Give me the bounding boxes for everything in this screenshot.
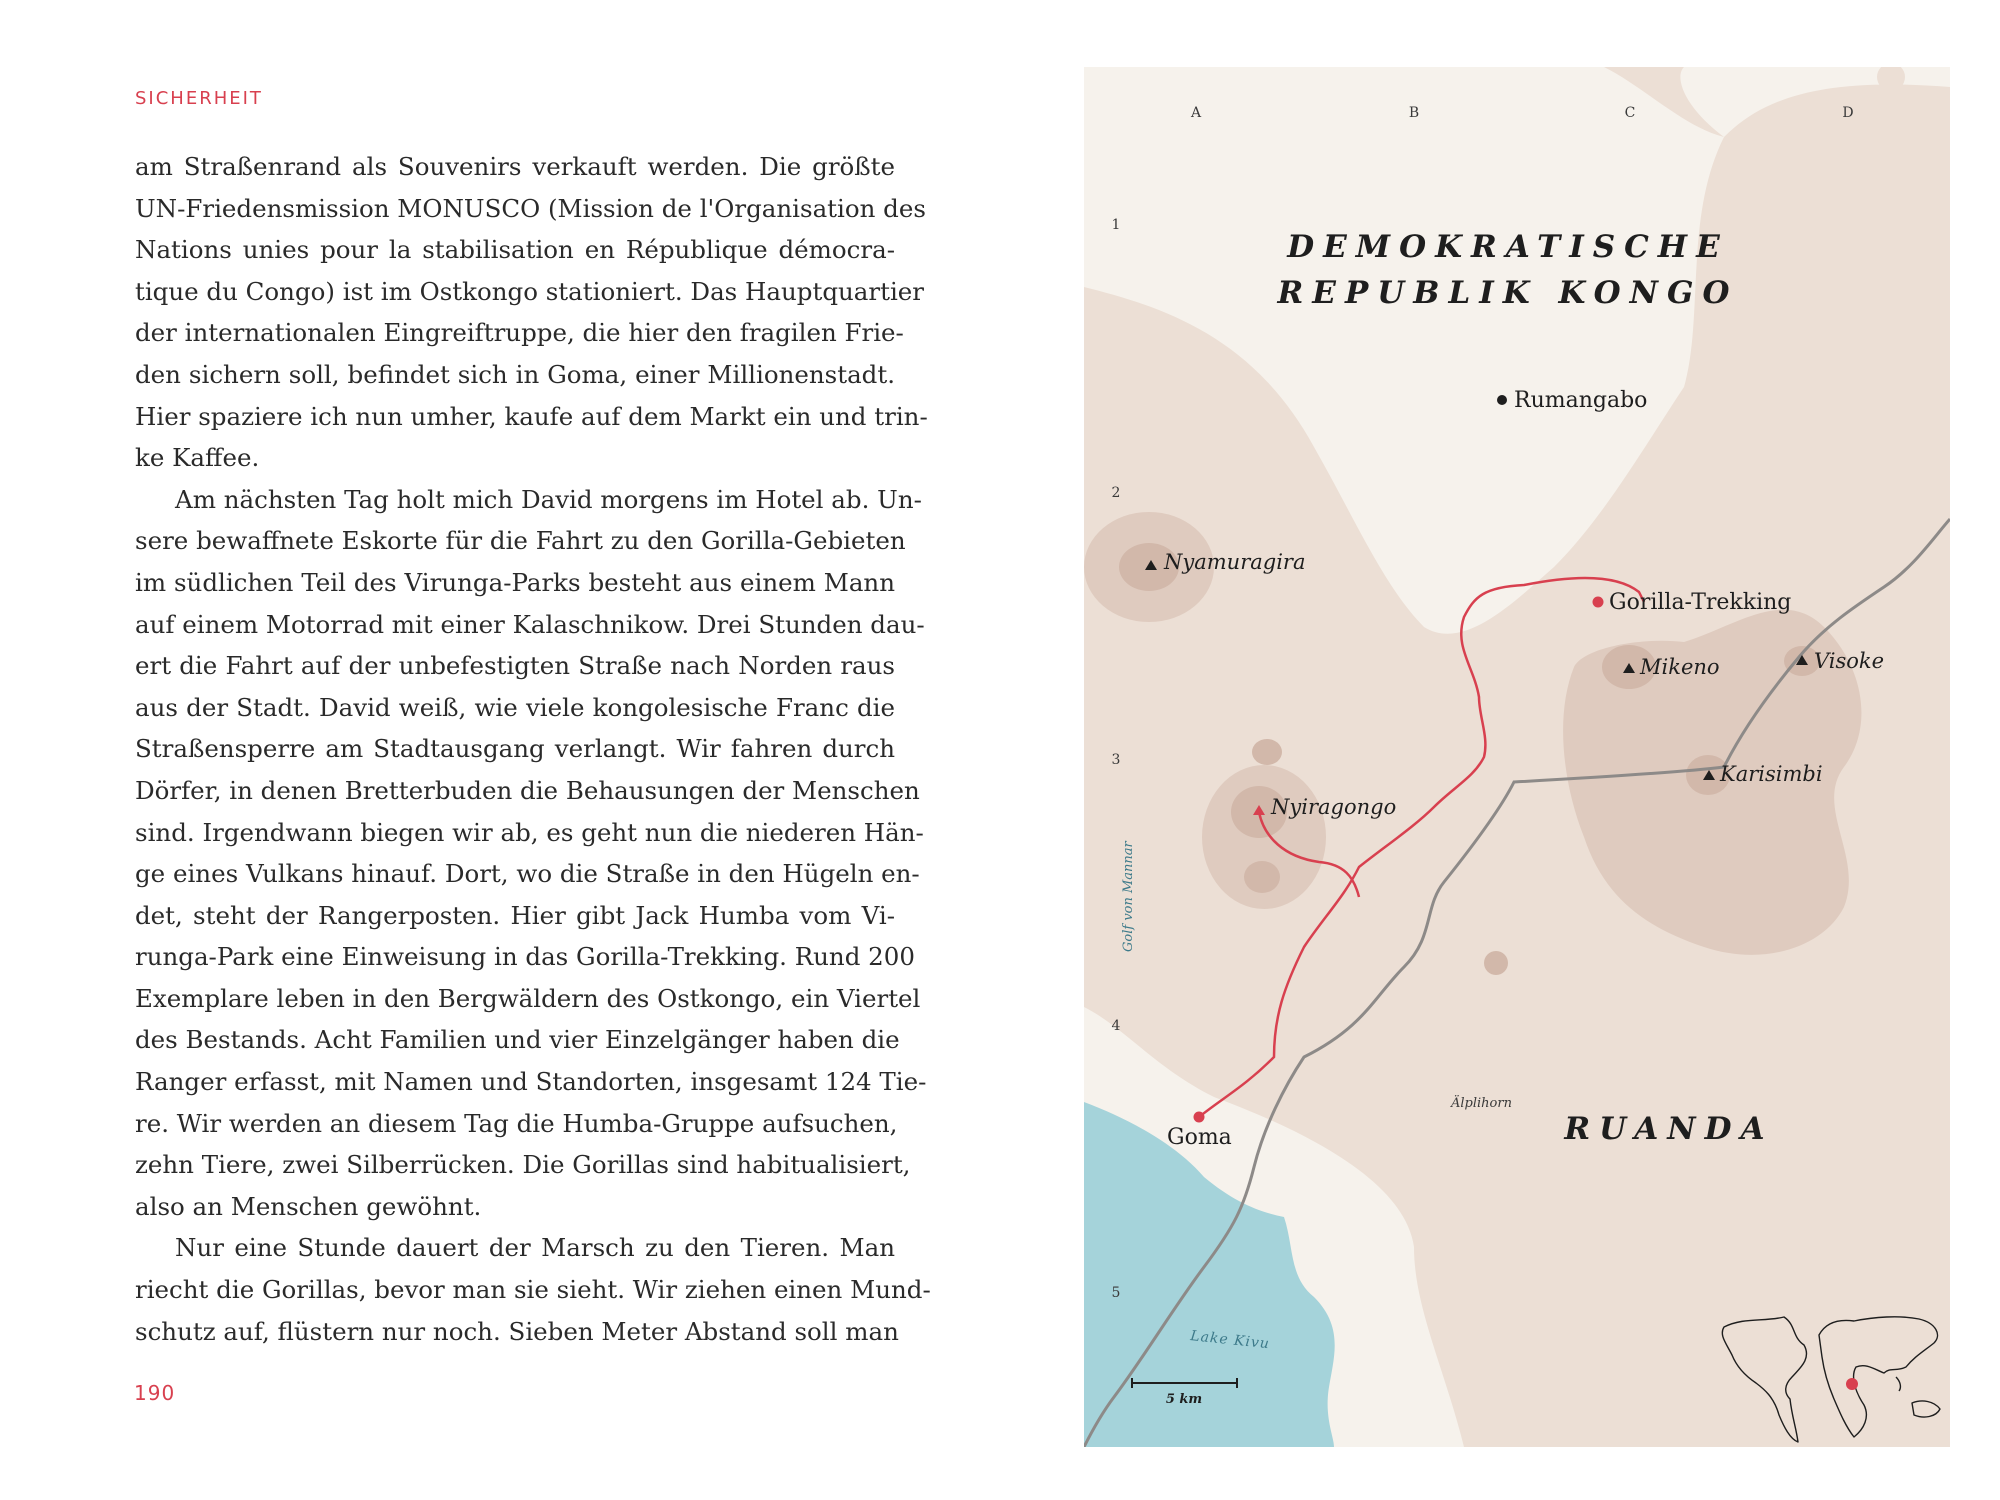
country-label-drc-line2: REPUBLIK KONGO — [1277, 275, 1739, 311]
grid-row-4: 4 — [1111, 1018, 1121, 1034]
label-nyamuragira: Nyamuragira — [1164, 550, 1306, 574]
terrain-small-hill — [1484, 951, 1508, 975]
text-line: Dörfer, in denen Bretterbuden die Behausungen der Menschen — [135, 775, 920, 805]
page-number: 190 — [134, 1381, 176, 1405]
text-line: Nations unies pour la stabilisation en République démocra- — [135, 235, 895, 265]
text-line: sind. Irgendwann biegen wir ab, es geht nun die niederen Hän- — [135, 817, 924, 847]
text-line: ge eines Vulkans hinauf. Dort, wo die Straße in den Hügeln en- — [135, 859, 920, 889]
text-line: im südlichen Teil des Virunga-Parks besteht aus einem Mann — [135, 567, 895, 597]
text-line: schutz auf, flüstern nur noch. Sieben Meter Abstand soll man — [135, 1316, 899, 1346]
gorilla-trekking-dot — [1593, 597, 1604, 608]
grid-row-5: 5 — [1111, 1285, 1121, 1301]
terrain-cone-1 — [1252, 739, 1282, 765]
country-label-drc-line1: DEMOKRATISCHE — [1287, 229, 1729, 265]
scale-bar-label: 5 km — [1165, 1392, 1203, 1407]
text-line: ert die Fahrt auf der unbefestigten Straße nach Norden raus — [135, 651, 895, 681]
text-line: des Bestands. Acht Familien und vier Einzelgänger haben die — [135, 1025, 900, 1055]
text-line: riecht die Gorillas, bevor man sie sieht. Wir ziehen einen Mund- — [135, 1275, 931, 1305]
text-line: Hier spaziere ich nun umher, kaufe auf dem Markt ein und trin- — [135, 401, 928, 431]
text-line: auf einem Motorrad mit einer Kalaschnikow. Drei Stunden dau- — [135, 609, 925, 639]
label-karisimbi: Karisimbi — [1720, 762, 1823, 786]
text-line: aus der Stadt. David weiß, wie viele kongolesische Franc die — [135, 692, 895, 722]
text-line: det, steht der Rangerposten. Hier gibt Jack Humba vom Vi- — [135, 900, 895, 930]
grid-col-d: D — [1842, 105, 1854, 121]
label-nyiragongo: Nyiragongo — [1271, 795, 1397, 819]
text-line: UN-Friedensmission MONUSCO (Mission de l'Organisation des — [135, 193, 926, 223]
goma-dot — [1194, 1112, 1205, 1123]
label-goma: Goma — [1167, 1125, 1232, 1150]
label-visoke: Visoke — [1814, 649, 1885, 673]
label-lake-kivu: Lake Kivu — [1189, 1328, 1271, 1353]
left-page — [0, 0, 960, 1500]
grid-col-b: B — [1408, 105, 1420, 121]
label-alplihorn: Älplihorn — [1451, 1096, 1512, 1111]
text-line: runga-Park eine Einweisung in das Gorilla-Trekking. Rund 200 — [135, 942, 915, 972]
text-line: sere bewaffnete Eskorte für die Fahrt zu den Gorilla-Gebieten — [135, 526, 906, 556]
label-gorilla-trekking: Gorilla-Trekking — [1609, 590, 1792, 615]
rumangabo-dot — [1497, 395, 1507, 405]
text-line: zehn Tiere, zwei Silberrücken. Die Gorillas sind habitualisiert, — [135, 1150, 911, 1180]
world-inset-location-dot — [1846, 1378, 1858, 1390]
text-line: Nur eine Stunde dauert der Marsch zu den Tieren. Man — [175, 1233, 895, 1263]
grid-col-c: C — [1624, 105, 1636, 121]
text-line: tique du Congo) ist im Ostkongo stationiert. Das Hauptquartier — [135, 276, 925, 306]
body-text — [135, 146, 931, 1352]
map-panel — [1084, 67, 1950, 1447]
text-line: Am nächsten Tag holt mich David morgens im Hotel ab. Un- — [175, 484, 922, 514]
grid-col-a: A — [1190, 105, 1202, 121]
text-line: ke Kaffee. — [135, 443, 260, 473]
label-rumangabo: Rumangabo — [1514, 388, 1648, 413]
grid-row-2: 2 — [1111, 485, 1121, 501]
terrain-cone-2 — [1244, 861, 1280, 893]
text-line: am Straßenrand als Souvenirs verkauft werden. Die größte — [135, 152, 895, 181]
country-label-rwanda: RUANDA — [1564, 1111, 1774, 1147]
text-line: Straßensperre am Stadtausgang verlangt. Wir fahren durch — [135, 734, 895, 764]
text-line: also an Menschen gewöhnt. — [135, 1191, 482, 1221]
map-svg — [1084, 67, 1950, 1447]
text-line: der internationalen Eingreiftruppe, die hier den fragilen Frie- — [135, 318, 904, 348]
section-heading: SICHERHEIT — [135, 88, 263, 109]
text-line: re. Wir werden an diesem Tag die Humba-Gruppe aufsuchen, — [135, 1108, 898, 1138]
grid-row-1: 1 — [1111, 217, 1121, 233]
label-gulf: Golf von Mannar — [1121, 841, 1136, 952]
grid-row-3: 3 — [1111, 752, 1121, 768]
text-line: Ranger erfasst, mit Namen und Standorten, insgesamt 124 Tie- — [135, 1067, 927, 1097]
label-mikeno: Mikeno — [1640, 655, 1720, 679]
text-line: Exemplare leben in den Bergwäldern des Ostkongo, ein Viertel — [135, 983, 921, 1013]
text-line: den sichern soll, befindet sich in Goma, einer Millionenstadt. — [135, 359, 895, 389]
